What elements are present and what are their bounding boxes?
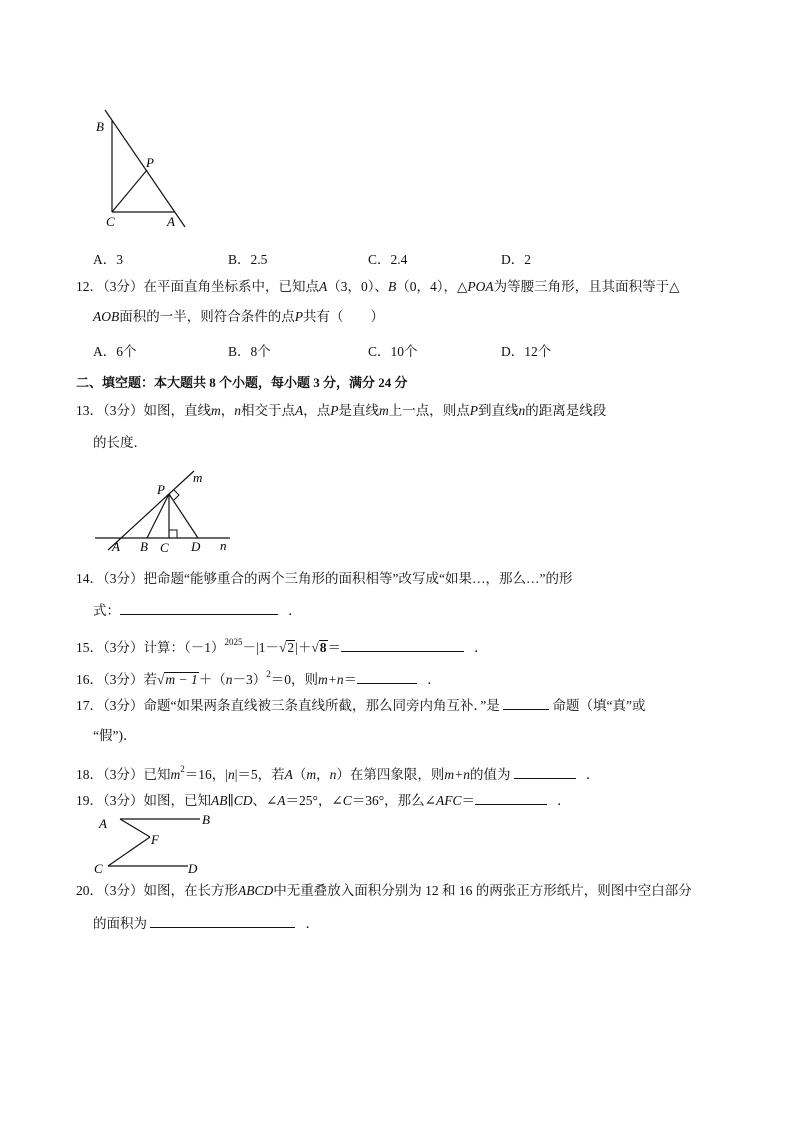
q12-option-c: C．10个	[368, 344, 418, 359]
q15-line	[76, 632, 488, 658]
q17-number: 17．	[76, 698, 103, 713]
q19-parallel: AB∥CD	[211, 793, 253, 808]
q13-text: ，点	[303, 403, 331, 418]
q15-sqrt-2: √2	[278, 640, 295, 655]
q15-answer-blank[interactable]	[341, 637, 464, 652]
q15-sqrt-8: √8	[311, 640, 327, 655]
q12-option-d: D．12个	[501, 344, 552, 359]
q16-radicand: m − 1	[165, 672, 198, 687]
q12-point-a: A	[319, 279, 328, 294]
q18-line	[76, 759, 600, 785]
q13-line1	[76, 401, 606, 421]
q12-text: 面积的一半，则符合条件的点	[119, 309, 295, 324]
q14-line2	[93, 600, 302, 621]
q19-text: ＝36°，那么∠	[351, 793, 436, 808]
q18-score: （3分）	[103, 767, 144, 782]
q12-number: 12．	[76, 279, 103, 294]
q13-text: 上一点，则点	[388, 403, 470, 418]
fig13-label-n: n	[220, 538, 227, 553]
q12-text: （0，4），△	[396, 279, 468, 294]
q12-point-p: P	[294, 309, 303, 324]
q18-text: （	[292, 767, 307, 782]
q13-text: 是直线	[338, 403, 379, 418]
q11-option-a: A．3	[93, 252, 123, 267]
q18-text: ．	[586, 767, 600, 782]
q19-angle-a: A	[277, 793, 286, 808]
q14-line1	[76, 569, 572, 589]
q19-text: ．	[557, 793, 571, 808]
fig19-label-a: A	[99, 816, 107, 831]
q16-exponent: 2	[266, 669, 271, 679]
q20-text: （3分）如图，在长方形	[103, 883, 238, 898]
q19-line	[76, 790, 571, 811]
q20-text: 的面积为	[93, 916, 147, 931]
q18-text: ＝16，|	[184, 767, 228, 782]
q18-exponent: 2	[180, 764, 185, 774]
q15-text: ．	[474, 640, 488, 655]
q14-text: ．	[288, 603, 302, 618]
q20-text: 中无重叠放入面积分别为 12 和 16 的两张正方形纸片，则图中空白部分	[273, 883, 692, 898]
q11-option-c: C．2.4	[368, 252, 408, 267]
q20-answer-blank[interactable]	[150, 913, 295, 928]
q19-parallel-figure	[90, 810, 220, 878]
q13-line-m: m	[211, 403, 221, 418]
q20-text: ．	[305, 916, 319, 931]
q13-text: ，	[220, 403, 235, 418]
section-heading-fill-in: 二、填空题：本大题共 8 个小题，每小题 3 分，满分 24 分	[76, 375, 408, 390]
q13-text: 如图，直线	[143, 403, 211, 418]
fig13-label-d: D	[191, 539, 201, 554]
q20-line1	[76, 881, 692, 901]
q11-option-d: D．2	[501, 252, 531, 267]
q12-line1	[76, 277, 680, 297]
q16-text: 若	[143, 672, 157, 687]
q19-number: 19．	[76, 793, 103, 808]
q12-triangle-aob: AOB	[93, 309, 120, 324]
fig19-label-c: C	[94, 861, 103, 876]
q16-var-mn: m+n	[318, 672, 344, 687]
fig19-label-d: D	[188, 861, 198, 876]
q13-line2: 的长度．	[93, 435, 147, 450]
q13-line-n: n	[234, 403, 241, 418]
q16-text: ＝0，则	[270, 672, 319, 687]
q15-radicand: 8	[319, 640, 327, 655]
q13-point-p: P	[330, 403, 339, 418]
fig11-label-P: P	[146, 155, 154, 170]
q12-triangle-poa: POA	[467, 279, 494, 294]
q19-text: 如图，已知	[143, 793, 211, 808]
q15-exponent: 2025	[224, 637, 243, 647]
q18-var-mn: m+n	[444, 767, 471, 782]
fig19-label-b: B	[202, 812, 210, 827]
q19-angle-c: C	[342, 793, 352, 808]
fig13-label-p: P	[157, 482, 165, 497]
q14-text: （3分）把命题“能够重合的两个三角形的面积相等”改写成“如果…，那么…”的形	[103, 571, 573, 586]
q19-text: 、∠	[252, 793, 278, 808]
q11-triangle-figure	[90, 100, 200, 235]
q13-number: 13．	[76, 403, 103, 418]
q16-sqrt: √m − 1	[157, 672, 198, 687]
q16-text: ＝	[343, 672, 358, 687]
q13-point-a: A	[295, 403, 304, 418]
q18-text: ）在第四象限，则	[336, 767, 445, 782]
q15-text: |＋	[295, 640, 312, 655]
q15-number: 15．	[76, 640, 103, 655]
q20-line2	[93, 913, 319, 934]
q12-text: 在平面直角坐标系中，已知点	[143, 279, 319, 294]
q17-answer-blank[interactable]	[503, 695, 549, 710]
q18-var-m: m	[170, 767, 181, 782]
q15-text: 计算：（－1）	[143, 640, 225, 655]
q18-text: ，	[316, 767, 330, 782]
q12-point-b: B	[388, 279, 397, 294]
q14-answer-blank[interactable]	[120, 600, 278, 615]
fig11-label-A: A	[167, 214, 175, 229]
q16-number: 16．	[76, 672, 103, 687]
q18-var-n: n	[227, 767, 235, 782]
q15-radicand: 2	[287, 640, 295, 655]
q14-text: 式：	[93, 603, 120, 618]
q12-score: （3分）	[103, 279, 144, 294]
q12-text: 为等腰三角形，且其面积等于△	[493, 279, 680, 294]
q18-text: 的值为	[470, 767, 511, 782]
fig11-label-B: B	[96, 119, 104, 134]
q18-answer-blank[interactable]	[514, 764, 576, 779]
q12-text: 共有（ ）	[303, 309, 384, 324]
q13-text: 相交于点	[241, 403, 295, 418]
fig13-label-a: A	[112, 539, 120, 554]
q13-lines-figure	[90, 465, 240, 557]
q18-point-a: A	[284, 767, 293, 782]
q17-text: 命题（填“真”或	[552, 698, 646, 713]
q12-option-a: A．6个	[93, 344, 137, 359]
fig13-label-b: B	[140, 539, 148, 554]
q15-text: －|1－	[242, 640, 279, 655]
q18-text: 已知	[143, 767, 171, 782]
q13-text: 的距离是线段	[525, 403, 607, 418]
fig19-label-f: F	[151, 832, 159, 847]
fig13-label-m: m	[193, 470, 203, 485]
fig11-label-C: C	[106, 214, 115, 229]
q18-number: 18．	[76, 767, 103, 782]
q12-option-b: B．8个	[228, 344, 271, 359]
q20-rectangle: ABCD	[238, 883, 274, 898]
q20-number: 20．	[76, 883, 103, 898]
q18-var-m: m	[306, 767, 317, 782]
q11-option-b: B．2.5	[228, 252, 268, 267]
q13-text: 到直线	[478, 403, 519, 418]
q18-var-n: n	[329, 767, 337, 782]
q19-angle-afc: AFC	[436, 793, 462, 808]
q17-text: （3分）命题“如果两条直线被三条直线所截，那么同旁内角互补．”是	[103, 698, 500, 713]
q13-point-p: P	[469, 403, 478, 418]
q13-line-n: n	[518, 403, 526, 418]
q14-number: 14．	[76, 571, 103, 586]
q17-line2: “假”)．	[93, 728, 137, 743]
q12-text: （3，0）、	[327, 279, 388, 294]
q16-text: ＋（	[198, 672, 226, 687]
q15-text: ＝	[327, 640, 341, 655]
q19-text: ＝25°，∠	[285, 793, 343, 808]
q19-text: ＝	[461, 793, 475, 808]
q19-score: （3分）	[103, 793, 144, 808]
q13-score: （3分）	[103, 403, 144, 418]
q16-text: ．	[427, 672, 441, 687]
q16-score: （3分）	[103, 672, 144, 687]
q16-var-n: n	[225, 672, 233, 687]
q16-line	[76, 664, 441, 690]
fig13-label-c: C	[160, 540, 169, 555]
q12-line2	[93, 307, 384, 327]
q13-line-m: m	[379, 403, 389, 418]
q15-score: （3分）	[103, 640, 144, 655]
q17-line1	[76, 695, 645, 716]
q19-answer-blank[interactable]	[475, 790, 547, 805]
q16-answer-blank[interactable]	[357, 669, 417, 684]
q18-text: |＝5，若	[234, 767, 285, 782]
q16-text: －3）	[232, 672, 267, 687]
